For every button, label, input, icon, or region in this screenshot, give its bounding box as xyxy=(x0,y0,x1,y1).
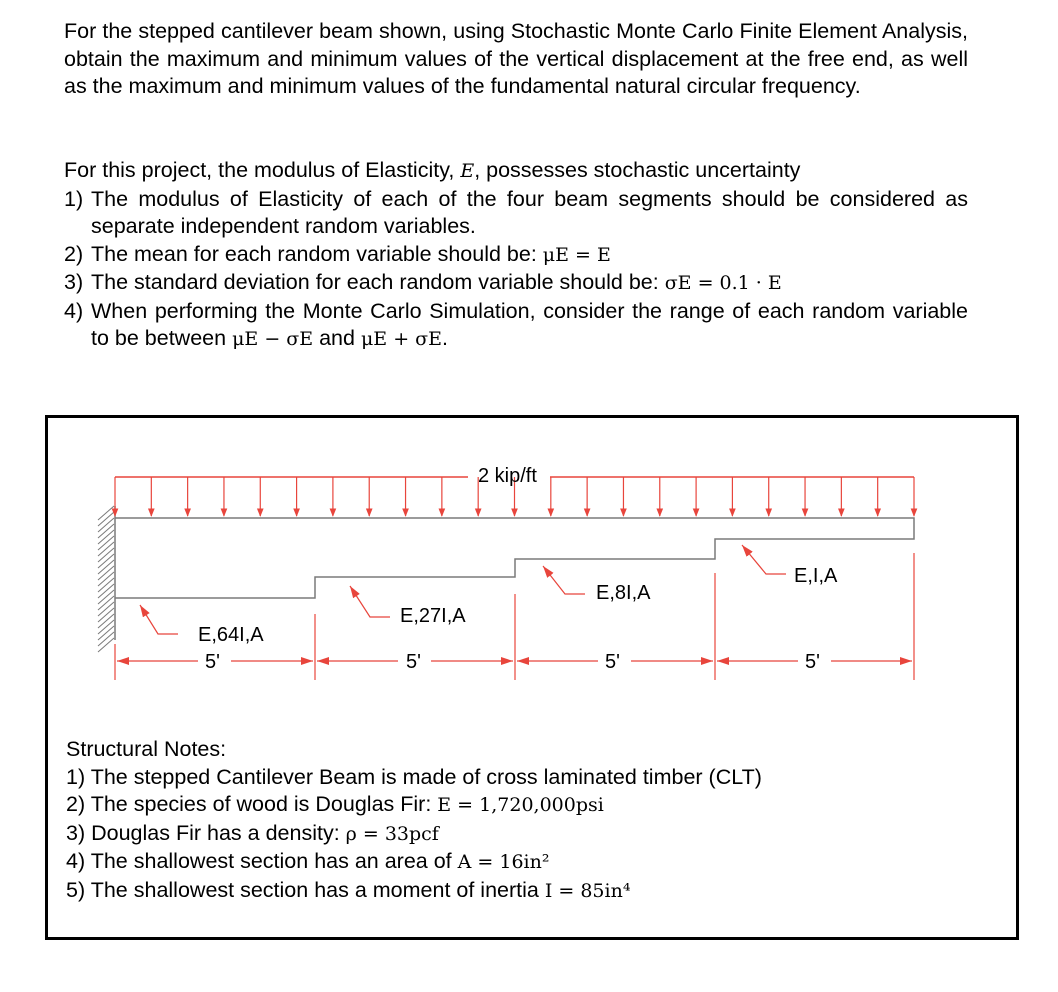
segment-label-3 xyxy=(543,566,651,604)
hatch-line xyxy=(98,596,114,610)
dimension-text: 5' xyxy=(406,651,421,673)
dimension-1 xyxy=(117,651,313,673)
hatch-line xyxy=(98,554,114,568)
item-text: The standard deviation for each random variable should be: xyxy=(91,270,665,294)
list-item xyxy=(66,877,986,906)
item-number: 2) xyxy=(66,792,86,816)
distributed-load xyxy=(115,465,914,516)
project-heading-rest: , possesses stochastic uncertainty xyxy=(474,158,801,182)
list-item xyxy=(66,848,986,877)
list-item xyxy=(66,791,986,820)
item-text: The shallowest section has an area of xyxy=(90,849,458,873)
hatch-line xyxy=(98,638,114,652)
item-number: 5) xyxy=(66,877,86,902)
hatch-line xyxy=(98,536,114,550)
hatch-line xyxy=(98,578,114,592)
dimension-3 xyxy=(517,651,713,673)
item-text: . xyxy=(442,326,448,350)
problem-text: For the stepped cantilever beam shown, using Stochastic Monte Carlo Finite Element Analysis, obtain the maximum and minimum values of the vertical displacement at the free end, as well as the maximum and minimum values of the fundamental natural circular frequency. xyxy=(64,19,968,98)
hatch-line xyxy=(98,632,114,646)
item-text: Douglas Fir has a density: xyxy=(91,820,346,845)
segment-label-text: E,64I,A xyxy=(198,624,264,646)
dimension-text: 5' xyxy=(605,651,620,673)
project-heading-text: For this project, the modulus of Elasticity, xyxy=(64,158,461,182)
hatch-line xyxy=(98,530,114,544)
list-item xyxy=(64,241,968,270)
segment-label-4 xyxy=(742,545,838,587)
item-text: The shallowest section has a moment of inertia xyxy=(90,877,545,902)
dimension-2 xyxy=(317,651,513,673)
list-item xyxy=(64,298,968,354)
segment-label-1 xyxy=(140,605,264,646)
project-requirements xyxy=(64,157,968,354)
hatch-line xyxy=(98,524,114,538)
dimension-text: 5' xyxy=(205,651,220,673)
item-number: 1) xyxy=(64,186,84,211)
item-number: 4) xyxy=(64,298,84,323)
hatch-line xyxy=(98,566,114,580)
hatch-line xyxy=(98,542,114,556)
dimension-text: 5' xyxy=(805,651,820,673)
item-text: The mean for each random variable should be: xyxy=(91,241,543,266)
hatch-line xyxy=(98,626,114,640)
hatch-line xyxy=(98,584,114,598)
item-number: 2) xyxy=(64,241,84,266)
segment-label-text: E,27I,A xyxy=(400,605,466,627)
item-number: 3) xyxy=(64,270,84,294)
item-math: μE + σE xyxy=(360,328,443,350)
hatch-line xyxy=(98,572,114,586)
item-number: 3) xyxy=(66,820,86,845)
item-math: I = 85in⁴ xyxy=(544,879,631,902)
hatch-line xyxy=(98,560,114,574)
structural-notes xyxy=(66,736,986,905)
fixed-support-hatch-icon xyxy=(98,506,115,652)
hatch-line xyxy=(98,548,114,562)
dimension-4 xyxy=(717,651,912,673)
list-item xyxy=(66,764,986,792)
project-heading-symbol: E xyxy=(460,160,475,182)
item-text: and xyxy=(313,326,361,350)
item-text: When performing the Monte Carlo Simulation, consider the range of each random variable to be between xyxy=(91,298,968,350)
item-number: 1) xyxy=(66,764,86,789)
item-math: μE = E xyxy=(542,243,611,266)
item-text: The modulus of Elasticity of each of the four beam segments should be considered as separate independent random variables. xyxy=(91,186,968,238)
item-text: The species of wood is Douglas Fir: xyxy=(90,792,438,816)
notes-title: Structural Notes: xyxy=(66,737,227,761)
list-item xyxy=(64,269,968,298)
hatch-line xyxy=(98,518,114,532)
list-item xyxy=(66,820,986,849)
project-heading xyxy=(64,157,968,186)
load-label: 2 kip/ft xyxy=(478,465,537,487)
hatch-line xyxy=(98,614,114,628)
hatch-line xyxy=(98,602,114,616)
hatch-line xyxy=(98,608,114,622)
figure-frame xyxy=(45,415,1019,940)
hatch-line xyxy=(98,590,114,604)
item-math: σE = 0.1 · E xyxy=(664,272,782,294)
item-math: μE − σE xyxy=(232,328,314,350)
list-item xyxy=(64,186,968,241)
problem-statement xyxy=(64,18,968,101)
item-math: A = 16in² xyxy=(457,851,550,873)
item-number: 4) xyxy=(66,849,86,873)
item-math: E = 1,720,000psi xyxy=(437,794,604,816)
segment-label-2 xyxy=(350,586,466,627)
item-text: The stepped Cantilever Beam is made of cross laminated timber (CLT) xyxy=(90,764,762,789)
segment-label-text: E,I,A xyxy=(794,565,838,587)
hatch-line xyxy=(98,512,114,526)
hatch-line xyxy=(98,620,114,634)
segment-label-text: E,8I,A xyxy=(596,582,651,604)
requirements-list xyxy=(64,186,968,354)
hatch-line xyxy=(98,506,114,520)
item-math: ρ = 33pcf xyxy=(345,822,439,845)
